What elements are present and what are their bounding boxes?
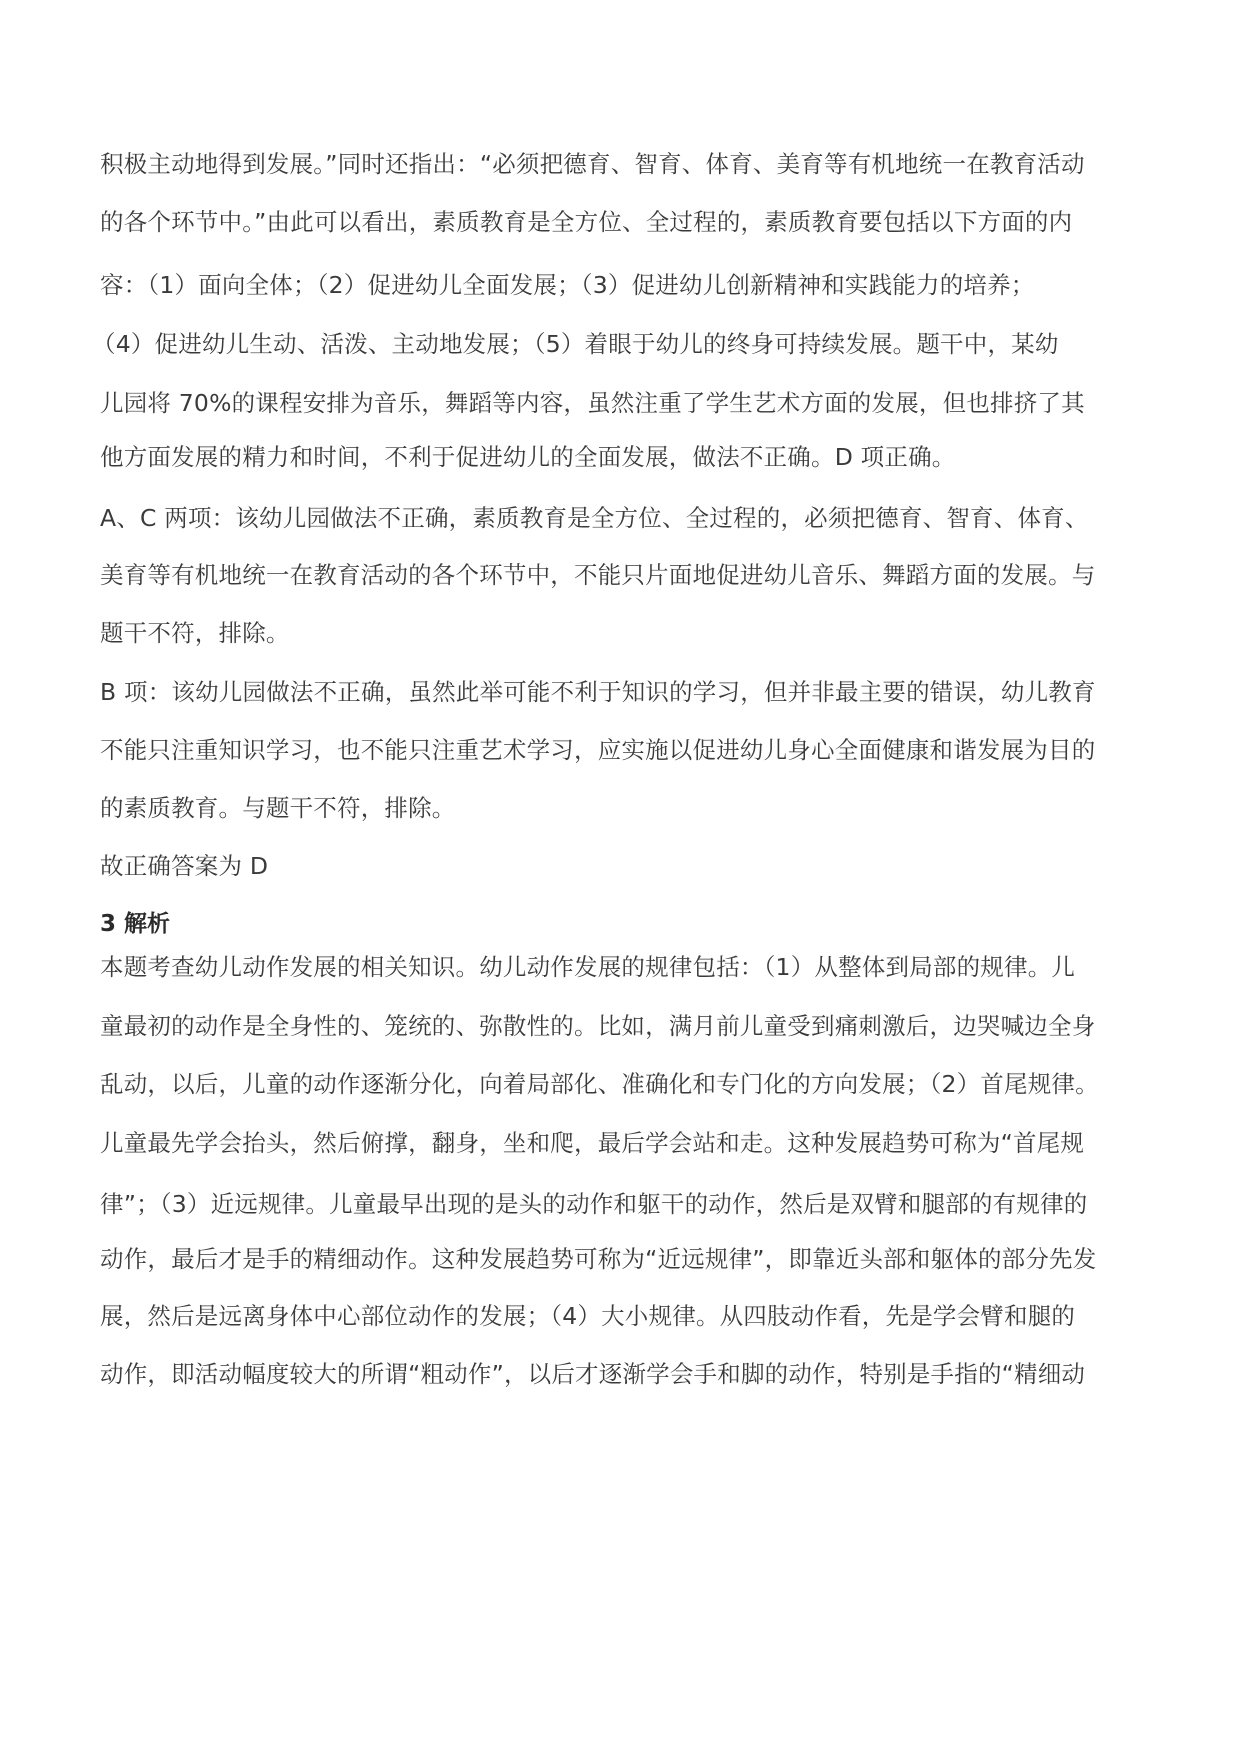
paragraph-line: 乱动，以后，儿童的动作逐渐分化，向着局部化、准确化和专门化的方向发展；（2）首尾规律。 [100,1070,1099,1098]
section-heading: 3 解析 [100,911,171,937]
paragraph-line: 的素质教育。与题干不符，排除。 [100,794,456,822]
paragraph-line: 本题考查幼儿动作发展的相关知识。幼儿动作发展的规律包括：（1）从整体到局部的规律。儿 [100,953,1076,981]
paragraph-line: 儿童最先学会抬头，然后俯撑，翻身，坐和爬，最后学会站和走。这种发展趋势可称为“首尾规 [100,1129,1085,1157]
paragraph-line: 积极主动地得到发展。”同时还指出：“必须把德育、智育、体育、美育等有机地统一在教育活动 [100,150,1085,178]
paragraph-line: 童最初的动作是全身性的、笼统的、弥散性的。比如，满月前儿童受到痛刺激后，边哭喊边全身 [100,1012,1096,1040]
paragraph-line: 容：（1）面向全体；（2）促进幼儿全面发展；（3）促进幼儿创新精神和实践能力的培养； [100,271,1035,299]
paragraph-line: 不能只注重知识学习，也不能只注重艺术学习，应实施以促进幼儿身心全面健康和谐发展为目的 [100,736,1096,764]
paragraph-line: 儿园将 70%的课程安排为音乐，舞蹈等内容，虽然注重了学生艺术方面的发展，但也排挤了其 [100,389,1085,417]
paragraph-line: 题干不符，排除。 [100,619,290,647]
paragraph-line: （4）促进幼儿生动、活泼、主动地发展；（5）着眼于幼儿的终身可持续发展。题干中，某幼 [92,330,1059,358]
paragraph-line: 美育等有机地统一在教育活动的各个环节中，不能只片面地促进幼儿音乐、舞蹈方面的发展。与 [100,561,1096,589]
paragraph-line: 的各个环节中。”由此可以看出，素质教育是全方位、全过程的，素质教育要包括以下方面的内 [100,208,1073,236]
paragraph-line: 展，然后是远离身体中心部位动作的发展；（4）大小规律。从四肢动作看，先是学会臂和腿的 [100,1302,1076,1330]
paragraph-line: B 项：该幼儿园做法不正确，虽然此举可能不利于知识的学习，但并非最主要的错误，幼儿教育 [100,678,1096,706]
paragraph-line: 动作，即活动幅度较大的所谓“粗动作”，以后才逐渐学会手和脚的动作，特别是手指的“精细动 [100,1360,1086,1388]
paragraph-line: 律”；（3）近远规律。儿童最早出现的是头的动作和躯干的动作，然后是双臂和腿部的有规律的 [100,1190,1088,1218]
paragraph-line: 动作，最后才是手的精细动作。这种发展趋势可称为“近远规律”，即靠近头部和躯体的部分先发 [100,1245,1097,1273]
paragraph-line: 他方面发展的精力和时间，不利于促进幼儿的全面发展，做法不正确。D 项正确。 [100,443,956,471]
paragraph-line: A、C 两项：该幼儿园做法不正确，素质教育是全方位、全过程的，必须把德育、智育、体育、 [100,504,1089,532]
answer-line: 故正确答案为 D [100,852,269,880]
